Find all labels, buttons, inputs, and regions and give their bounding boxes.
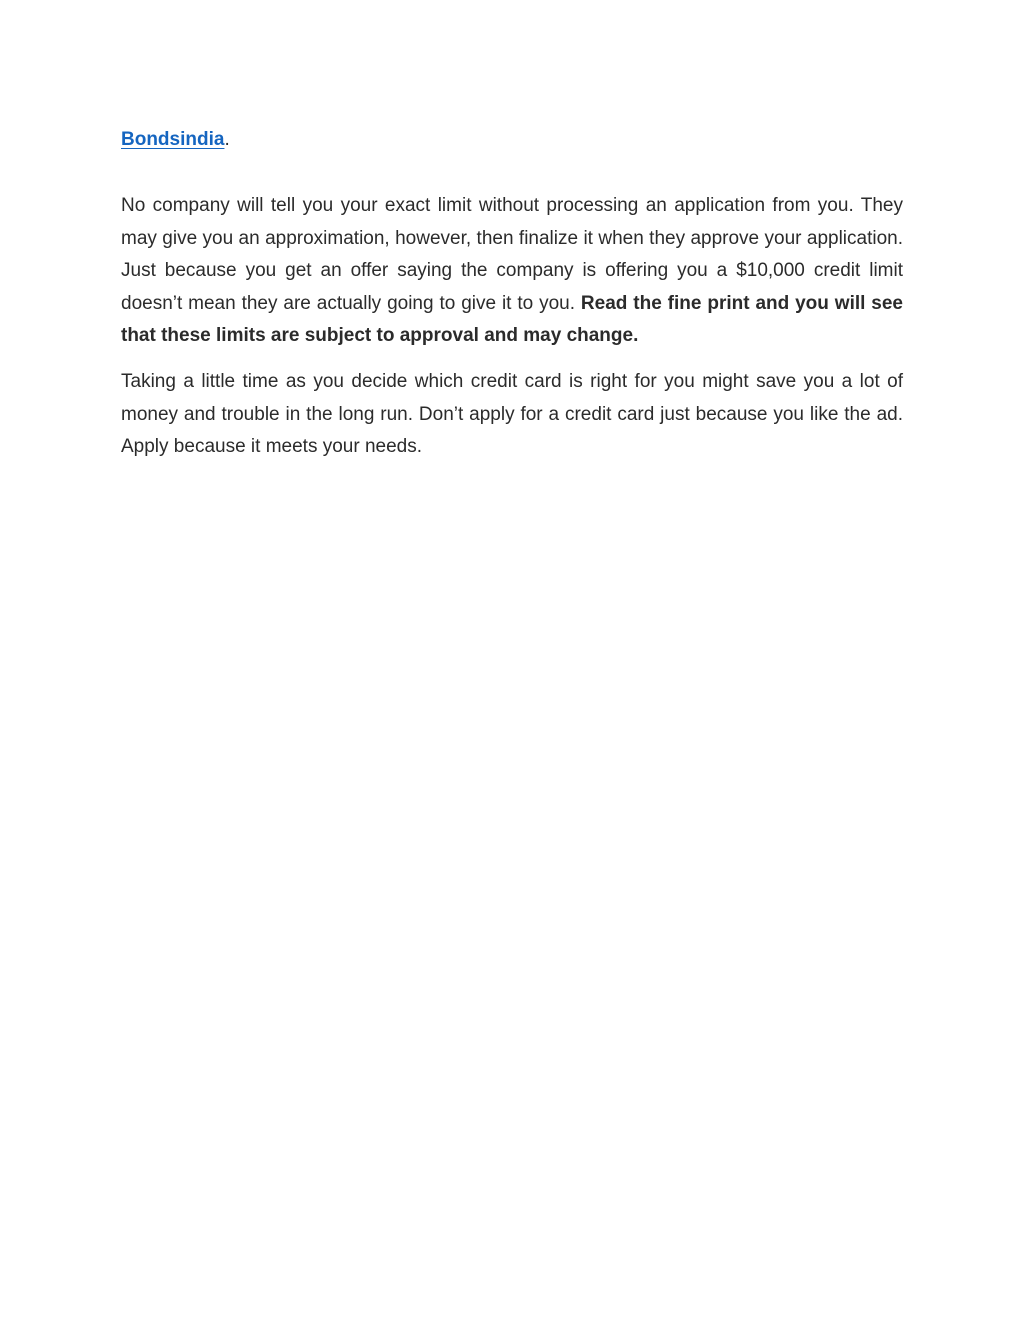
paragraph-choose-card-text: Taking a little time as you decide which credit card is right for you might save you a lot of money and trouble in the long run. Don’t apply for a credit card just because you like the ad. Apply because it meets your needs.: [121, 370, 903, 458]
paragraph-credit-limit: [121, 190, 903, 353]
paragraph-choose-card: [121, 366, 903, 464]
paragraph-credit-limit-text: No company will tell you your exact limit without processing an application from you. They may give you an approximation, however, then finalize it when they approve your application. Just because you get an offer saying the company is offering you a $10,000 credit limit doesn’t mean they are actually going to give it to you.: [121, 195, 903, 314]
paragraph-credit-limit-bold: Read the fine print and you will see that these limits are subject to approval and may change.: [121, 292, 904, 347]
source-link-line: [121, 126, 903, 154]
bondsindia-link[interactable]: Bondsindia: [121, 129, 225, 150]
link-trailing-period: .: [224, 129, 230, 150]
